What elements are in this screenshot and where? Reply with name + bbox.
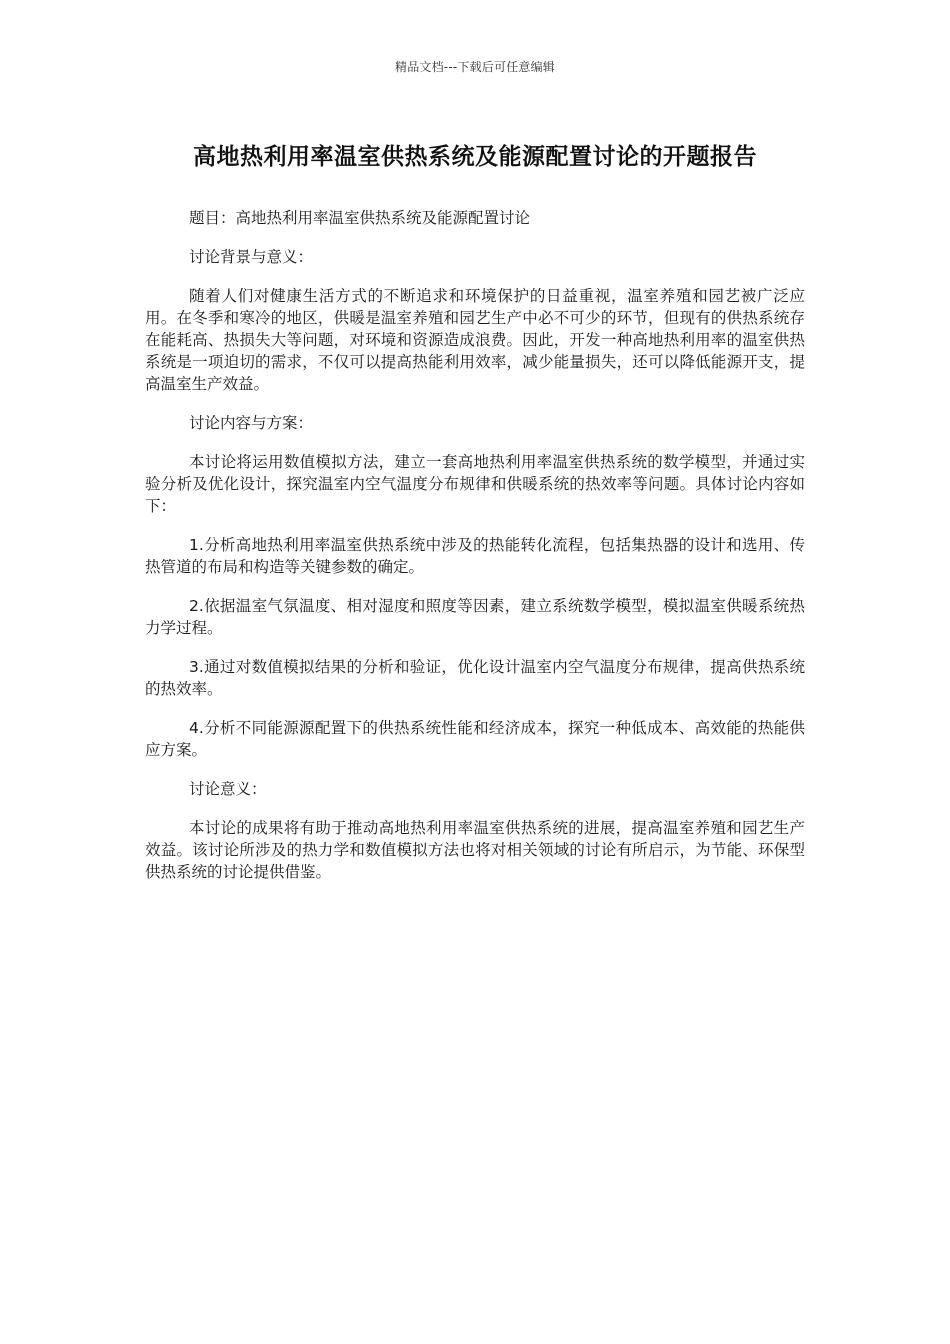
header-note: 精品文档---下载后可任意编辑 — [395, 60, 555, 74]
topic-line: 题目：高地热利用率温室供热系统及能源配置讨论 — [189, 209, 531, 227]
document-body — [145, 207, 805, 900]
background-paragraph: 随着人们对健康生活方式的不断追求和环境保护的日益重视，温室养殖和园艺被广泛应用。在冬季和寒冷的地区，供暖是温室养殖和园艺生产中必不可少的环节，但现有的供热系统存在能耗高、热损失大等问题，对环境和资源造成浪费。因此，开发一种高地热利用率的温室供热系统是一项迫切的需求，不仅可以提高热能利用效率，减少能量损失，还可以降低能源开支，提高温室生产效益。 — [145, 287, 805, 393]
content-item-2: 2.依据温室气氛温度、相对湿度和照度等因素，建立系统数学模型，模拟温室供暖系统热力学过程。 — [145, 597, 805, 637]
significance-paragraph: 本讨论的成果将有助于推动高地热利用率温室供热系统的进展，提高温室养殖和园艺生产效益。该讨论所涉及的热力学和数值模拟方法也将对相关领域的讨论有所启示，为节能、环保型供热系统的讨论提供借鉴。 — [145, 819, 805, 881]
section-heading-significance: 讨论意义： — [189, 780, 267, 798]
document-title: 高地热利用率温室供热系统及能源配置讨论的开题报告 — [193, 144, 757, 170]
section-heading-background: 讨论背景与意义： — [189, 248, 314, 266]
content-item-1: 1.分析高地热利用率温室供热系统中涉及的热能转化流程，包括集热器的设计和选用、传热管道的布局和构造等关键参数的确定。 — [145, 536, 805, 576]
section-heading-content: 讨论内容与方案： — [189, 414, 314, 432]
content-paragraph: 本讨论将运用数值模拟方法，建立一套高地热利用率温室供热系统的数学模型，并通过实验分析及优化设计，探究温室内空气温度分布规律和供暖系统的热效率等问题。具体讨论内容如下： — [145, 453, 805, 515]
content-item-4: 4.分析不同能源源配置下的供热系统性能和经济成本，探究一种低成本、高效能的热能供应方案。 — [145, 719, 805, 759]
content-item-3: 3.通过对数值模拟结果的分析和验证，优化设计温室内空气温度分布规律，提高供热系统的热效率。 — [145, 658, 805, 698]
